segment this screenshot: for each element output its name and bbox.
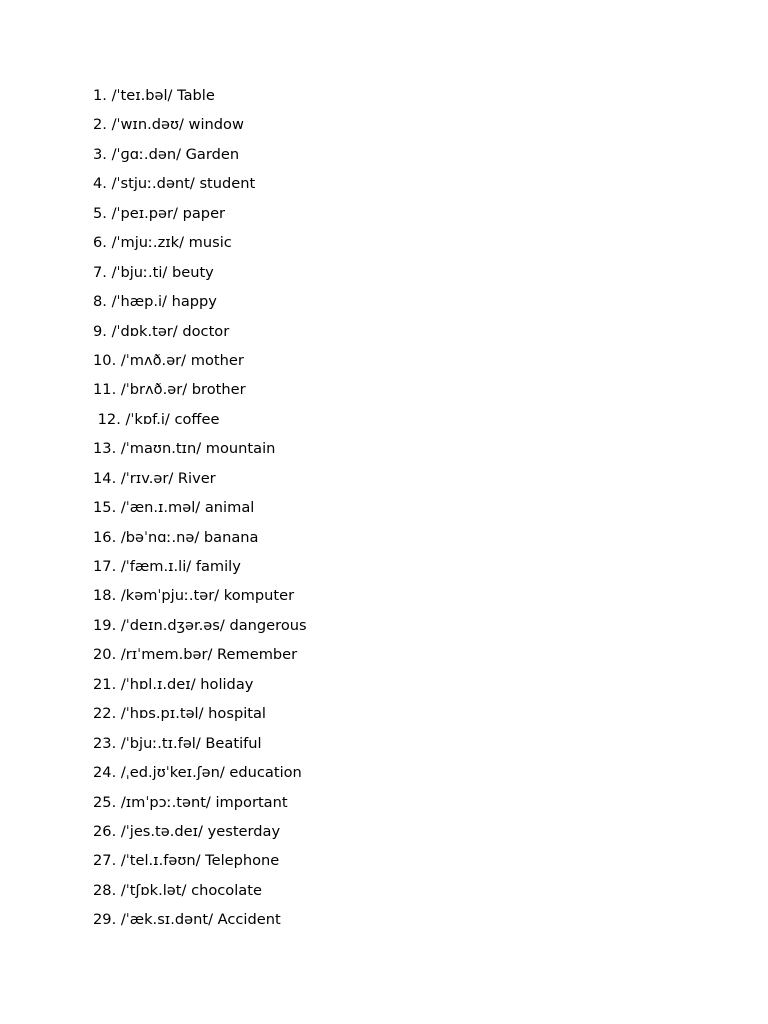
list-item: 3. /ˈɡɑː.dən/ Garden xyxy=(93,145,240,163)
list-item: 21. /ˈhɒl.ɪ.deɪ/ holiday xyxy=(93,675,254,693)
list-item: 25. /ɪmˈpɔː.tənt/ important xyxy=(93,793,288,811)
list-item: 7. /ˈbjuː.ti/ beuty xyxy=(93,263,214,281)
list-item: 22. /ˈhɒs.pɪ.təl/ hospital xyxy=(93,705,266,723)
list-item: 23. /ˈbjuː.tɪ.fəl/ Beatiful xyxy=(93,734,262,752)
list-item: 16. /bəˈnɑː.nə/ banana xyxy=(93,528,259,546)
list-item: 19. /ˈdeɪn.dʒər.əs/ dangerous xyxy=(93,616,307,634)
list-item: 5. /ˈpeɪ.pər/ paper xyxy=(93,204,226,222)
list-item: 12. /ˈkɒf.i/ coffee xyxy=(93,410,220,428)
list-item: 28. /ˈtʃɒk.lət/ chocolate xyxy=(93,881,262,899)
list-item: 14. /ˈrɪv.ər/ River xyxy=(93,469,216,487)
list-item: 17. /ˈfæm.ɪ.li/ family xyxy=(93,558,241,575)
list-item: 29. /ˈæk.sɪ.dənt/ Accident xyxy=(93,911,281,929)
list-item: 2. /ˈwɪn.dəʊ/ window xyxy=(93,116,244,134)
list-item: 18. /kəmˈpjuː.tər/ komputer xyxy=(93,587,295,605)
list-item: 27. /ˈtel.ɪ.fəʊn/ Telephone xyxy=(93,852,280,870)
list-item: 13. /ˈmaʊn.tɪn/ mountain xyxy=(93,440,276,458)
list-item: 10. /ˈmʌð.ər/ mother xyxy=(93,351,244,369)
list-item: 20. /rɪˈmem.bər/ Remember xyxy=(93,646,298,664)
list-item: 15. /ˈæn.ɪ.məl/ animal xyxy=(93,499,255,517)
list-item: 11. /ˈbrʌð.ər/ brother xyxy=(93,381,246,399)
list-item: 6. /ˈmjuː.zɪk/ music xyxy=(93,234,232,252)
list-item: 24. /ˌed.jʊˈkeɪ.ʃən/ education xyxy=(93,764,302,782)
list-item: 4. /ˈstjuː.dənt/ student xyxy=(93,175,256,193)
list-item: 26. /ˈjes.tə.deɪ/ yesterday xyxy=(93,822,281,840)
pronunciation-list xyxy=(93,86,307,940)
list-item: 8. /ˈhæp.i/ happy xyxy=(93,293,217,311)
list-item: 9. /ˈdɒk.tər/ doctor xyxy=(93,322,230,340)
list-item: 1. /ˈteɪ.bəl/ Table xyxy=(93,87,215,104)
